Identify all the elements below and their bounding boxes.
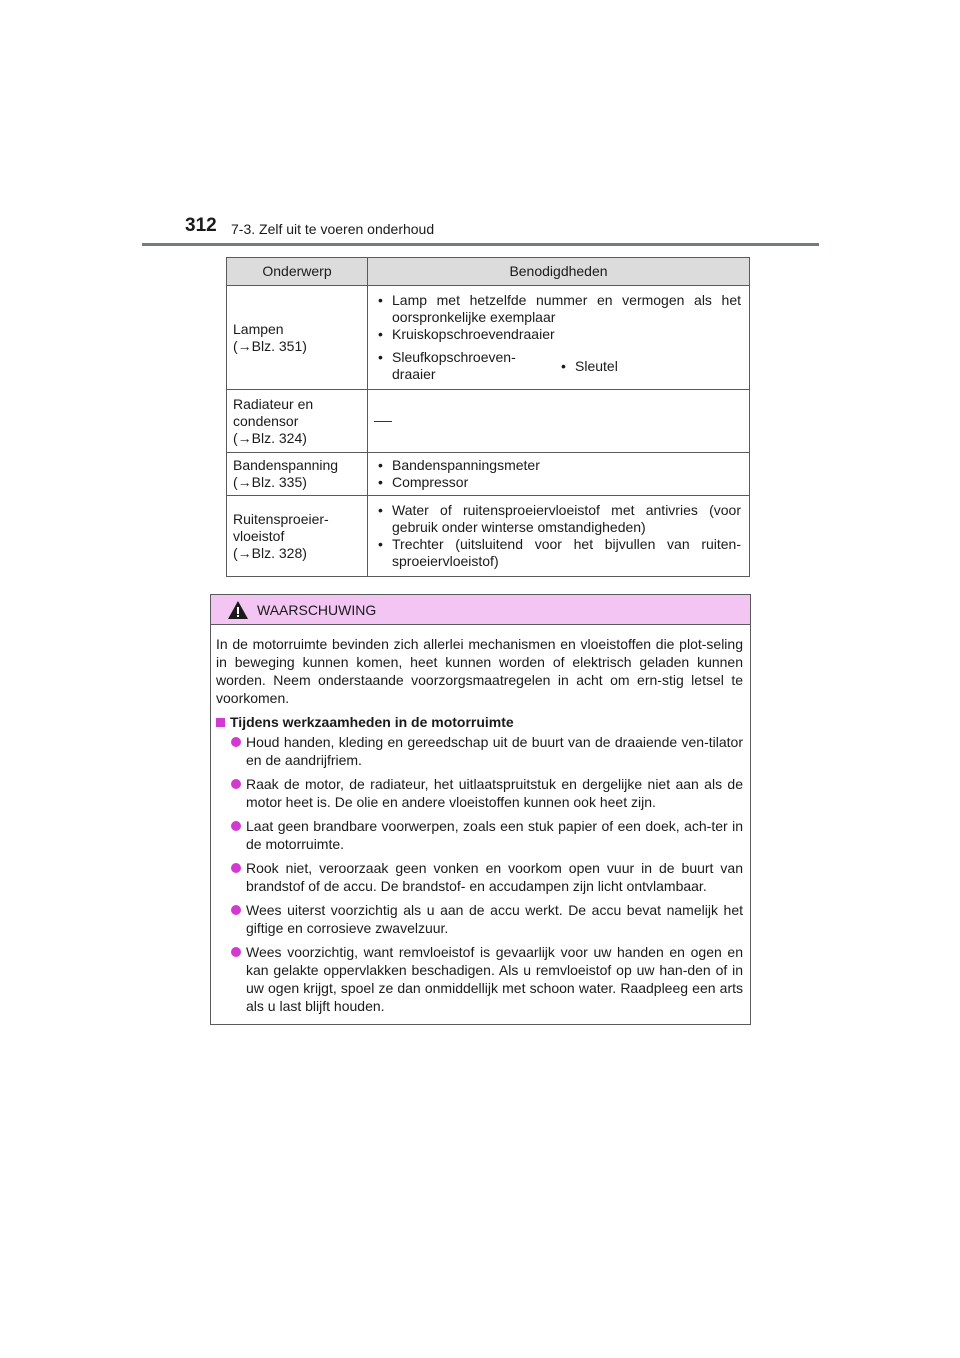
- table-row: [227, 286, 750, 390]
- list-item: • Lamp met hetzelfde nummer en vermogen als het oorspronkelijke exemplaar: [374, 292, 741, 326]
- table-row: [227, 496, 750, 577]
- topic-line: (→Blz. 335): [233, 474, 307, 490]
- table-header-row: [227, 258, 750, 286]
- circle-bullet-icon: [231, 947, 241, 957]
- list-item-text: Wees uiterst voorzichtig als u aan de accu werkt. De accu bevat namelijk het giftige en corrosieve zwavelzuur.: [246, 902, 743, 936]
- list-item-text: Laat geen brandbare voorwerpen, zoals een stuk papier of een doek, ach-ter in de motorruimte.: [246, 818, 743, 852]
- list-item: • Bandenspanningsmeter: [374, 457, 741, 474]
- list-item: [216, 859, 743, 895]
- circle-bullet-icon: [231, 821, 241, 831]
- circle-bullet-icon: [231, 863, 241, 873]
- warning-subheading-text: Tijdens werkzaamheden in de motorruimte: [230, 714, 514, 730]
- topic-line: Lampen: [233, 320, 284, 337]
- square-bullet-icon: [216, 718, 225, 727]
- warning-triangle-icon: [227, 600, 249, 620]
- circle-bullet-icon: [231, 737, 241, 747]
- circle-bullet-icon: [231, 779, 241, 789]
- list-item: • Compressor: [374, 474, 741, 491]
- list-item: • Kruiskopschroevendraaier: [374, 326, 741, 343]
- list-item-text: Rook niet, veroorzaak geen vonken en voorkom open vuur in de buurt van brandstof of de accu. De brandstof- en accudampen zijn licht ontvlambaar.: [246, 860, 743, 894]
- list-item: [216, 817, 743, 853]
- topic-line: (→Blz. 324): [233, 429, 307, 446]
- list-item: [216, 901, 743, 937]
- section-title: 7-3. Zelf uit te voeren onderhoud: [231, 221, 435, 237]
- page-number: 312: [185, 215, 217, 236]
- none-dash: [374, 421, 392, 422]
- header-rule: [142, 243, 819, 246]
- topic-cell: [227, 453, 368, 496]
- list-item: • Trechter (uitsluitend voor het bijvullen van ruiten-sproeiervloeistof): [374, 536, 741, 570]
- warning-header: [211, 595, 750, 625]
- list-item-text: Houd handen, kleding en gereedschap uit de buurt van de draaiende ven-tilator en de aandrijfriem.: [246, 734, 743, 768]
- topic-cell: [227, 496, 368, 577]
- table-row: [227, 390, 750, 453]
- circle-bullet-icon: [231, 905, 241, 915]
- supplies-cell: [368, 453, 750, 496]
- warning-title: WAARSCHUWING: [257, 601, 377, 618]
- list-item: [216, 943, 743, 1015]
- supplies-cell: [368, 286, 750, 390]
- list-item: • Sleutel: [557, 358, 618, 375]
- topic-cell: [227, 390, 368, 453]
- list-item-text: Raak de motor, de radiateur, het uitlaatspruitstuk en dergelijke niet aan als de motor heet is. De olie en andere vloeistoffen kunnen ook heet zijn.: [246, 776, 743, 810]
- topic-line: Ruitensproeier-: [233, 510, 329, 527]
- warning-intro: In de motorruimte bevinden zich allerlei mechanismen en vloeistoffen die plot-seling in beweging kunnen komen, heet kunnen worden of elektrisch geladen kunnen worden. Neem onderstaande voorzorgsmaatregelen in acht om ern-stig letsel te voorkomen.: [216, 636, 743, 706]
- list-item: [216, 775, 743, 811]
- supplies-cell: [368, 496, 750, 577]
- list-item: • Water of ruitensproeiervloeistof met antivries (voor gebruik onder winterse omstandigheden): [374, 502, 741, 536]
- list-item-text: Wees voorzichtig, want remvloeistof is gevaarlijk voor uw handen en ogen en kan gelakte oppervlakken beschadigen. Als u remvloeistof op uw han-den of in uw ogen krijgt, spoel ze dan onmiddellijk met schoon water. Raadpleeg een arts als u last blijft houden.: [246, 944, 743, 1014]
- supplies-cell: [368, 390, 750, 453]
- topic-line: Bandenspanning: [233, 457, 339, 473]
- warning-subheading: [216, 713, 743, 731]
- topic-line: vloeistof: [233, 527, 285, 544]
- list-item: [216, 733, 743, 769]
- list-item: • Sleufkopschroeven-draaier: [374, 349, 557, 383]
- topic-line: (→Blz. 351): [233, 337, 307, 354]
- topic-line: (→Blz. 328): [233, 544, 307, 561]
- topic-line: condensor: [233, 412, 299, 429]
- topic-line: Radiateur en: [233, 395, 314, 412]
- column-header-topic: Onderwerp: [227, 258, 368, 286]
- requirements-table: [226, 257, 750, 577]
- warning-box: [210, 594, 751, 1025]
- topic-cell: [227, 286, 368, 390]
- column-header-supplies: Benodigdheden: [368, 258, 750, 286]
- table-row: [227, 453, 750, 496]
